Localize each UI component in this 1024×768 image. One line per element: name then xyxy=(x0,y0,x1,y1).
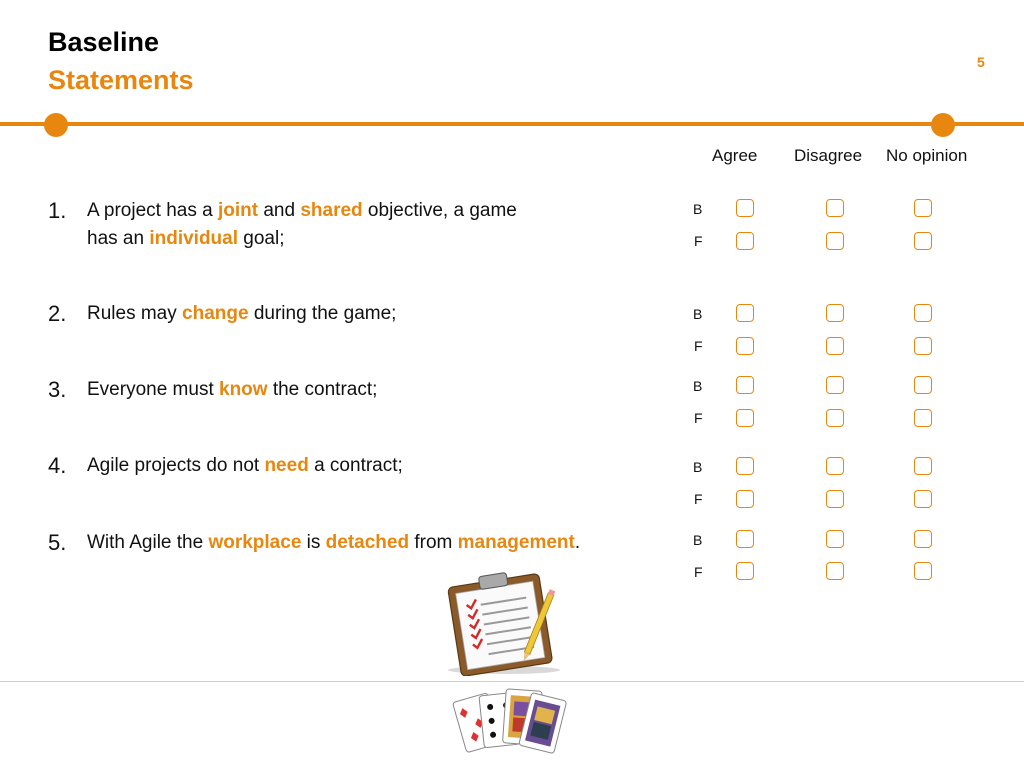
checkbox-s4-before-no-opinion[interactable] xyxy=(914,457,932,475)
row-label-before: B xyxy=(693,306,703,322)
checkbox-s1-final-agree[interactable] xyxy=(736,232,754,250)
highlight-word: individual xyxy=(149,228,239,249)
statement-1-number: 1. xyxy=(48,198,67,223)
row-label-final: F xyxy=(694,491,703,507)
column-header-disagree: Disagree xyxy=(794,146,863,165)
highlight-word: need xyxy=(264,455,309,476)
statement-5-text xyxy=(87,529,580,557)
checkbox-s5-before-disagree[interactable] xyxy=(826,530,844,548)
statement-2-number: 2. xyxy=(48,301,67,326)
checkbox-s1-final-disagree[interactable] xyxy=(826,232,844,250)
statement-4-text xyxy=(87,452,403,480)
text-span: goal; xyxy=(238,228,285,249)
statement-3-text xyxy=(87,376,377,404)
checkbox-s5-before-no-opinion[interactable] xyxy=(914,530,932,548)
highlight-word: detached xyxy=(325,532,410,553)
checkbox-s5-final-disagree[interactable] xyxy=(826,562,844,580)
text-span: from xyxy=(409,532,458,553)
row-label-final: F xyxy=(694,564,703,580)
checkbox-s4-final-disagree[interactable] xyxy=(826,490,844,508)
checkbox-s2-before-agree[interactable] xyxy=(736,304,754,322)
playing-cards-icon xyxy=(452,686,570,756)
divider-left-dot xyxy=(44,113,68,137)
row-label-before: B xyxy=(693,201,703,217)
page-subtitle: Statements xyxy=(48,65,194,95)
text-span: . xyxy=(574,532,581,553)
checkbox-s2-final-agree[interactable] xyxy=(736,337,754,355)
checkbox-s4-before-disagree[interactable] xyxy=(826,457,844,475)
checkbox-s3-final-disagree[interactable] xyxy=(826,409,844,427)
text-span: during the game; xyxy=(248,303,397,324)
column-header-no-opinion: No opinion xyxy=(886,146,968,165)
text-span: objective, a game xyxy=(362,200,517,221)
highlight-word: change xyxy=(182,303,249,324)
checkbox-s5-before-agree[interactable] xyxy=(736,530,754,548)
text-span: Rules may xyxy=(87,303,183,324)
page-title: Baseline xyxy=(48,27,160,57)
statement-5-number: 5. xyxy=(48,530,67,555)
checkbox-s4-final-agree[interactable] xyxy=(736,490,754,508)
statement-1-text xyxy=(87,197,517,253)
footer-divider xyxy=(0,681,1024,682)
text-span: With Agile the xyxy=(87,532,209,553)
text-span: and xyxy=(258,200,301,221)
checkbox-s1-before-agree[interactable] xyxy=(736,199,754,217)
checkbox-s3-before-no-opinion[interactable] xyxy=(914,376,932,394)
checkbox-s4-final-no-opinion[interactable] xyxy=(914,490,932,508)
checkbox-s3-final-no-opinion[interactable] xyxy=(914,409,932,427)
statement-4-number: 4. xyxy=(48,453,67,478)
checkbox-s4-before-agree[interactable] xyxy=(736,457,754,475)
statement-3-number: 3. xyxy=(48,377,67,402)
checkbox-s2-final-disagree[interactable] xyxy=(826,337,844,355)
row-label-before: B xyxy=(693,532,703,548)
text-span: the contract; xyxy=(267,379,378,400)
text-span: is xyxy=(301,532,326,553)
checkbox-s1-final-no-opinion[interactable] xyxy=(914,232,932,250)
row-label-final: F xyxy=(694,233,703,249)
header-divider xyxy=(0,122,1024,126)
checkbox-s2-before-no-opinion[interactable] xyxy=(914,304,932,322)
highlight-word: workplace xyxy=(208,532,302,553)
text-span: Agile projects do not xyxy=(87,455,265,476)
text-span: a contract; xyxy=(308,455,403,476)
page-number: 5 xyxy=(977,54,985,70)
checkbox-s2-final-no-opinion[interactable] xyxy=(914,337,932,355)
row-label-final: F xyxy=(694,338,703,354)
row-label-before: B xyxy=(693,378,703,394)
highlight-word: shared xyxy=(300,200,363,221)
text-span: Everyone must xyxy=(87,379,219,400)
checkbox-s5-final-agree[interactable] xyxy=(736,562,754,580)
divider-right-dot xyxy=(931,113,955,137)
row-label-before: B xyxy=(693,459,703,475)
checkbox-s1-before-disagree[interactable] xyxy=(826,199,844,217)
statement-2-text xyxy=(87,300,396,328)
checkbox-s2-before-disagree[interactable] xyxy=(826,304,844,322)
row-label-final: F xyxy=(694,410,703,426)
column-header-agree: Agree xyxy=(712,146,758,165)
checkbox-s3-before-disagree[interactable] xyxy=(826,376,844,394)
clipboard-checklist-icon xyxy=(438,572,568,676)
highlight-word: know xyxy=(219,379,268,400)
checkbox-s3-final-agree[interactable] xyxy=(736,409,754,427)
highlight-word: management xyxy=(457,532,575,553)
text-span: has an xyxy=(87,228,150,249)
checkbox-s1-before-no-opinion[interactable] xyxy=(914,199,932,217)
highlight-word: joint xyxy=(217,200,259,221)
checkbox-s5-final-no-opinion[interactable] xyxy=(914,562,932,580)
text-span: A project has a xyxy=(87,200,218,221)
checkbox-s3-before-agree[interactable] xyxy=(736,376,754,394)
